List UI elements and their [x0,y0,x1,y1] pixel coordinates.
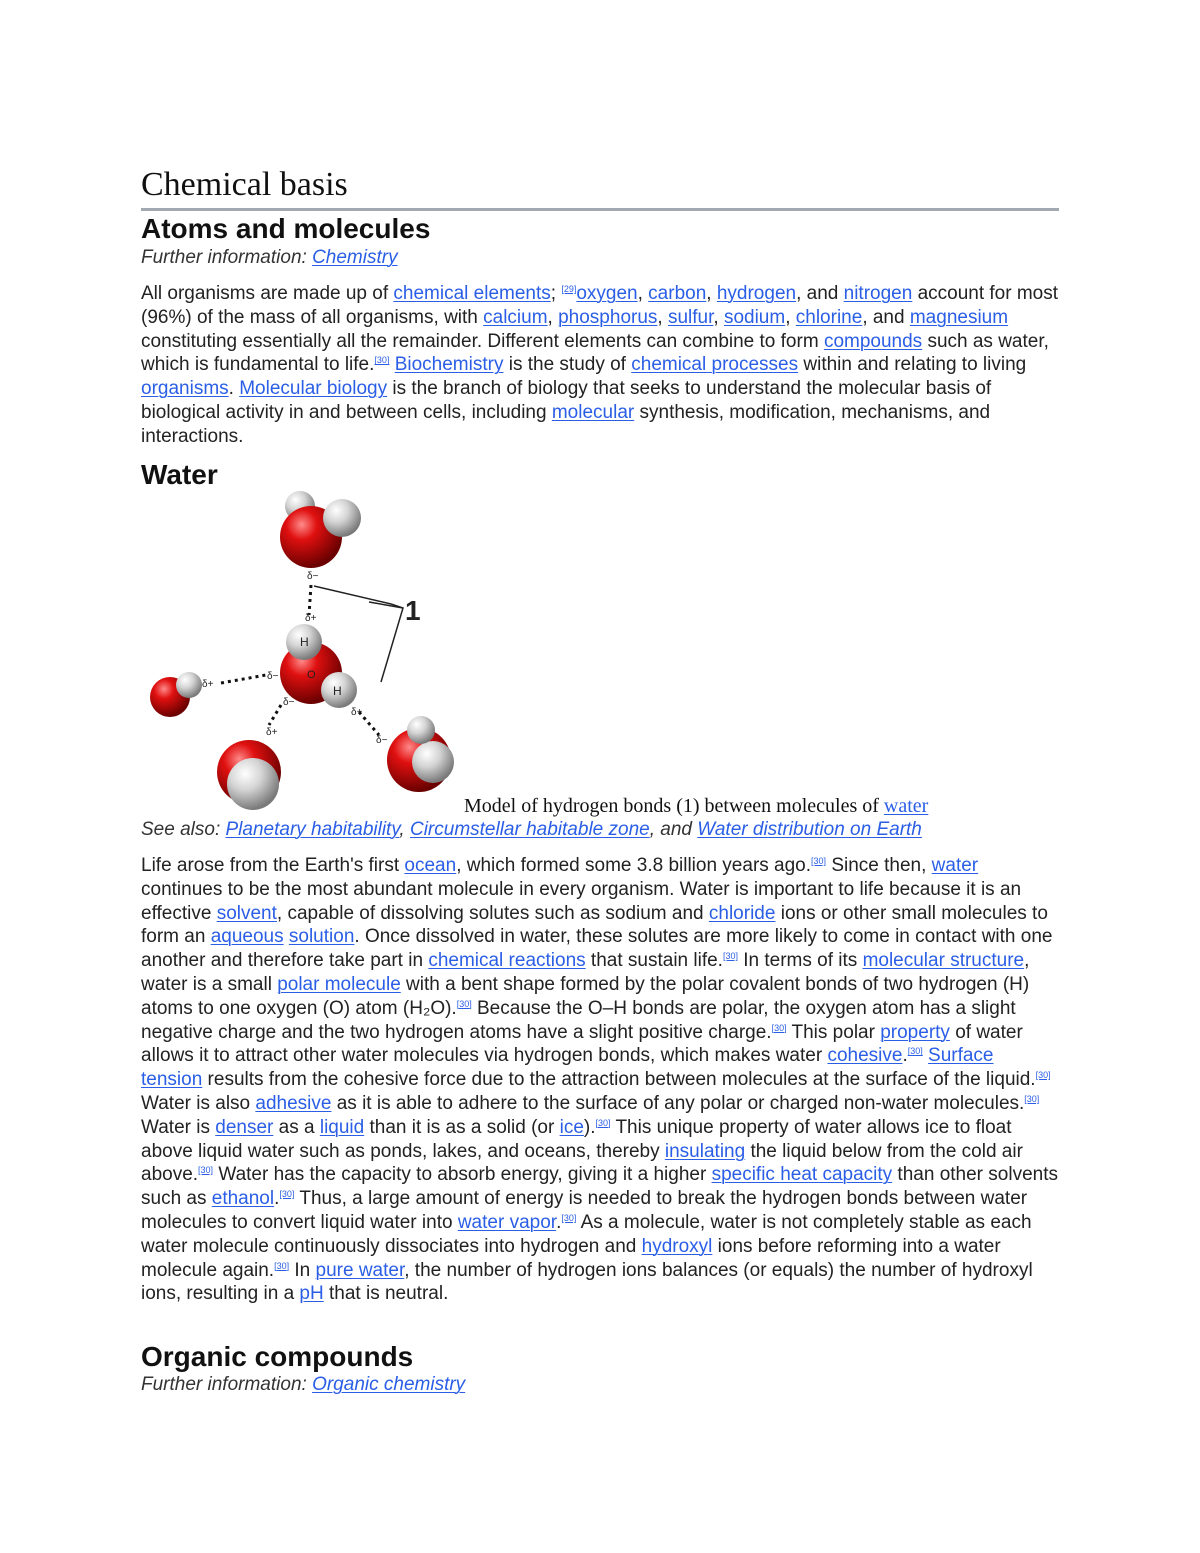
link-molecular-structure[interactable]: molecular structure [862,950,1025,972]
text: As a molecule, water is not completely stable as each water molecule continuously dissociates into hydrogen and [141,1211,1032,1257]
link-denser[interactable]: denser [215,1116,274,1138]
link-ethanol[interactable]: ethanol [211,1188,275,1210]
text: than other solvents such as [141,1164,1058,1210]
section-heading-water: Water [141,459,218,490]
paragraph-atoms [141,282,1059,449]
text: . [556,1211,562,1233]
text: , water is a small [141,950,1030,995]
link-sulfur[interactable]: sulfur [667,306,714,328]
link-water-caption[interactable]: water [883,795,929,817]
link-oxygen[interactable]: oxygen [576,283,638,304]
text: . [902,1045,908,1067]
water-molecule-bottom-left [217,740,281,810]
citation-30[interactable]: [30] [722,951,738,962]
text: ions before reforming into a water molecule again. [141,1235,1001,1281]
text: , which formed some 3.8 billion years ago. [456,855,812,876]
text: Because the O–H bonds are polar, the oxygen atom has a slight negative charge and the two hydrogen atoms have a slight positive charge. [141,997,1016,1043]
link-ocean[interactable]: ocean [404,855,457,876]
link-chemical-reactions[interactable]: chemical reactions [428,950,586,972]
further-info-prefix: Further information: [141,247,313,268]
link-liquid[interactable]: liquid [319,1116,365,1138]
text: account for most (96%) of the mass of all organisms, with [141,283,1059,328]
page-title: Chemical basis [141,164,1059,211]
link-aqueous[interactable]: aqueous [210,926,284,948]
link-surface-tension[interactable]: Surface tension [141,1045,994,1091]
citation-30[interactable]: [30] [1024,1093,1040,1104]
text: continues to be the most abundant molecule in every organism. Water is important to life because it is an effective [141,878,1022,924]
delta-label: δ− [307,571,319,582]
further-info-chemistry [141,246,398,270]
text: ; [550,283,562,304]
link-pure-water[interactable]: pure water [315,1259,405,1281]
text: , and [796,283,844,304]
delta-label: δ− [267,671,279,682]
link-phosphorus[interactable]: phosphorus [558,306,658,328]
citation-30[interactable]: [30] [907,1046,923,1057]
see-also-prefix: See also: [141,819,226,840]
text: This polar [786,1021,881,1043]
link-organic-chemistry[interactable]: Organic chemistry [312,1374,466,1395]
text: constituting essentially all the remainder. Different elements can combine to form [141,330,824,352]
text: of water allows it to attract other water molecules via hydrogen bonds, which makes water [141,1021,1023,1067]
text: Life arose from the Earth's first [141,855,405,876]
link-polar-molecule[interactable]: polar molecule [277,973,401,995]
text: is the branch of biology that seeks to understand the molecular basis of biological activity in and between cells, including [141,378,992,423]
text: , [547,306,559,328]
citation-30[interactable]: [30] [279,1189,295,1200]
text: , [706,283,717,304]
citation-30[interactable]: [30] [374,355,390,366]
water-molecule-left [150,672,202,717]
text: such as water, which is fundamental to life. [141,330,1049,376]
hydrogen-bond-diagram [141,490,471,810]
water-molecule-top [280,491,361,568]
citation-30[interactable]: [30] [561,1212,577,1223]
text: , capable of dissolving solutes such as sodium and [276,902,709,924]
bond-label-1: 1 [405,595,421,626]
delta-label: δ− [283,697,295,708]
link-magnesium[interactable]: magnesium [909,306,1009,328]
text: Since then, [826,855,932,876]
link-chemical-elements[interactable]: chemical elements [393,283,551,304]
link-planetary-habitability[interactable]: Planetary habitability [225,819,400,840]
delta-label: δ+ [351,707,363,718]
citation-30[interactable]: [30] [811,856,827,866]
link-biochemistry[interactable]: Biochemistry [394,354,504,376]
delta-label: δ− [376,735,388,746]
link-chemistry[interactable]: Chemistry [312,247,398,268]
link-cohesive[interactable]: cohesive [827,1045,903,1067]
text: Thus, a large amount of energy is needed to break the hydrogen bonds between water molecules to convert liquid water into [141,1188,1028,1233]
link-solvent[interactable]: solvent [216,902,277,924]
link-insulating[interactable]: insulating [664,1140,746,1162]
text: Water is [141,1116,216,1138]
text: In terms of its [737,950,863,972]
atom-label-o: O [307,669,316,681]
text: synthesis, modification, mechanisms, and interactions. [141,401,991,447]
link-ph[interactable]: pH [299,1283,324,1305]
link-hydrogen[interactable]: hydrogen [716,283,797,304]
link-molecular-biology[interactable]: Molecular biology [239,378,388,400]
text: In [289,1259,316,1281]
text: . [274,1188,280,1210]
citation-30[interactable]: [30] [1035,1070,1051,1081]
text: This unique property of water allows ice to float above liquid water such as ponds, lakes, and oceans, thereby [141,1116,1012,1162]
atom-label-h: H [300,635,309,649]
citation-30[interactable]: [30] [198,1165,214,1176]
text: Water has the capacity to absorb energy, giving it a higher [213,1164,712,1186]
link-molecular[interactable]: molecular [551,401,635,423]
link-calcium[interactable]: calcium [483,306,548,328]
link-water-distribution[interactable]: Water distribution on Earth [697,819,922,840]
text: as it is able to adhere to the surface of any polar or charged non-water molecules. [331,1092,1025,1114]
paragraph-water [141,854,1059,1306]
section-heading-atoms: Atoms and molecules [141,213,431,244]
text: . [228,378,240,400]
citation-30[interactable]: [30] [595,1117,611,1128]
text: is the study of [503,354,632,376]
text: , and [649,819,698,840]
link-compounds[interactable]: compounds [823,330,923,352]
citation-30[interactable]: [30] [771,1022,787,1033]
text: , [785,306,796,328]
text: , [657,306,668,328]
further-info-prefix: Further information: [141,1374,313,1395]
link-organisms[interactable]: organisms [141,378,229,400]
figure-caption [464,793,928,819]
link-sodium[interactable]: sodium [723,306,786,328]
text: , the number of hydrogen ions balances (or equals) the number of hydroxyl ions, resulting in a [141,1259,1033,1305]
further-info-organic-chemistry [141,1373,465,1397]
atom-label-h: H [333,684,342,698]
link-circumstellar-habitable-zone[interactable]: Circumstellar habitable zone [409,819,650,840]
link-ice[interactable]: ice [559,1116,584,1138]
text: than it is as a solid (or [364,1116,560,1138]
link-water-vapor[interactable]: water vapor [457,1211,557,1233]
see-also [141,818,922,842]
link-property[interactable]: property [880,1021,950,1043]
link-water[interactable]: water [931,855,979,876]
text: . Once dissolved in water, these solutes are more likely to come in contact with one another and therefore take part in [141,926,1053,972]
water-molecule-center [280,624,357,708]
text: within and relating to living [798,354,1027,376]
delta-label: δ+ [202,679,214,690]
text: results from the cohesive force due to the attraction between molecules at the surface of the liquid. [202,1069,1036,1091]
delta-label: δ+ [305,613,317,624]
text: , [637,283,649,304]
text: All organisms are made up of [141,283,394,304]
link-chemical-processes[interactable]: chemical processes [631,354,799,376]
text: that is neutral. [323,1283,449,1305]
text: , [399,819,410,840]
text: as a [273,1116,320,1138]
link-adhesive[interactable]: adhesive [255,1092,332,1114]
water-molecule-bottom-right [387,716,454,792]
text: , [713,306,724,328]
link-solution[interactable]: solution [288,926,355,948]
text: , and [862,306,910,328]
link-specific-heat-capacity[interactable]: specific heat capacity [711,1164,893,1186]
text: ions or other small molecules to form an [141,902,1048,948]
caption-text: Model of hydrogen bonds (1) between molecules of [464,795,884,817]
link-hydroxyl[interactable]: hydroxyl [641,1235,713,1257]
link-chloride[interactable]: chloride [708,902,776,924]
citation-29[interactable]: [29] [561,284,577,294]
text: Water is also [141,1092,256,1114]
link-carbon[interactable]: carbon [648,283,707,304]
text: that sustain life. [585,950,723,972]
citation-30[interactable]: [30] [274,1260,290,1271]
delta-label: δ+ [266,727,278,738]
citation-30[interactable]: [30] [456,998,472,1009]
text: with a bent shape formed by the polar covalent bonds of two hydrogen (H) atoms to one oxygen (O) atom (H₂O). [141,973,1030,1019]
link-chlorine[interactable]: chlorine [795,306,863,328]
section-heading-organic: Organic compounds [141,1341,414,1372]
text: the liquid below from the cold air above. [141,1140,1023,1186]
link-nitrogen[interactable]: nitrogen [843,283,913,304]
text: ). [583,1116,596,1138]
